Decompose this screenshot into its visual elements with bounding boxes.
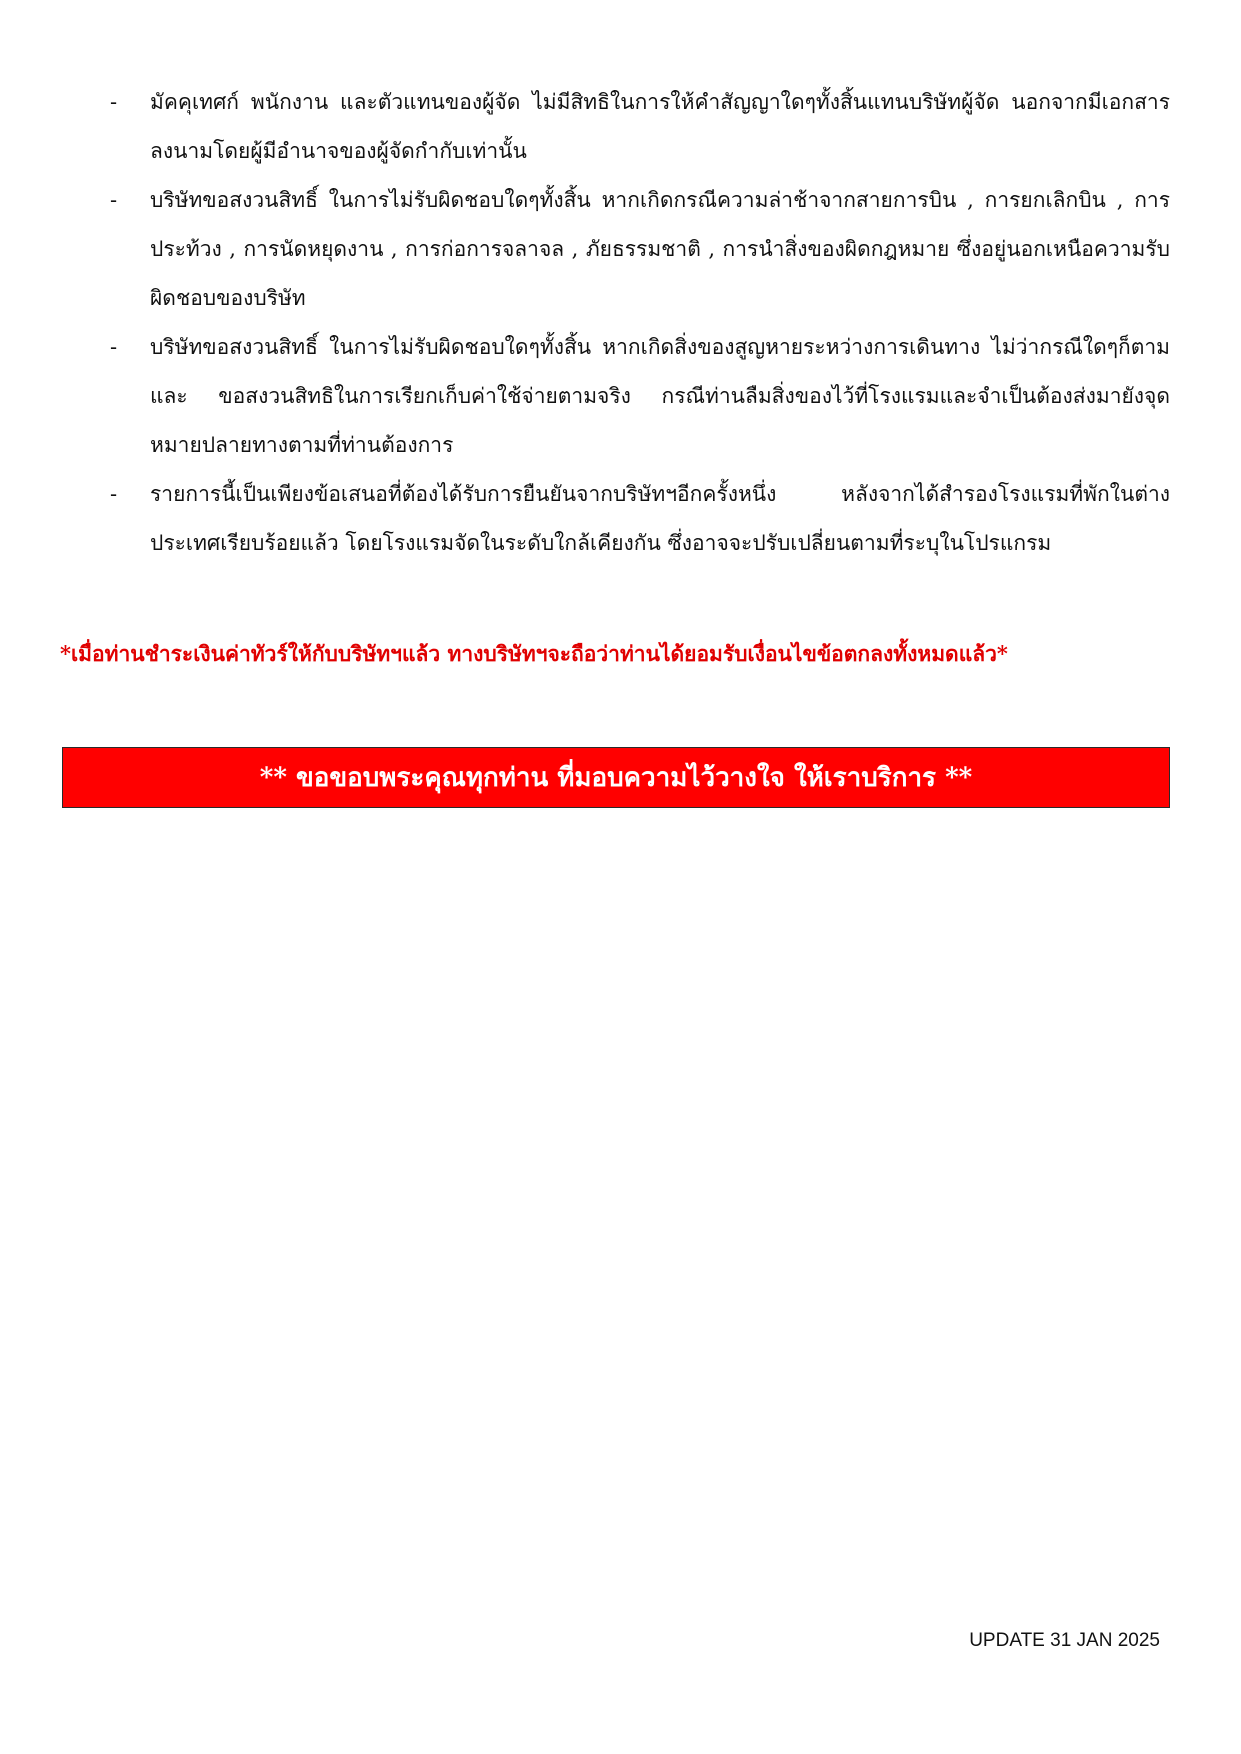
term-text: มัคคุเทศก์ พนักงาน และตัวแทนของผู้จัด ไม่มีสิทธิในการให้คำสัญญาใดๆทั้งสิ้นแทนบริษัทผู้จัด นอกจากมีเอกสารลงนามโดยผู้มีอำนาจของผู้จัดกำกับเท่านั้น xyxy=(150,90,1170,163)
thanks-banner xyxy=(62,747,1170,808)
update-date-stamp: UPDATE 31 JAN 2025 xyxy=(969,1630,1160,1651)
term-bullet: - xyxy=(110,335,118,359)
payment-acceptance-note: *เมื่อท่านชำระเงินค่าทัวร์ให้กับบริษัทฯแล้ว ทางบริษัทฯจะถือว่าท่านได้ยอมรับเงื่อนไขข้อตกลงทั้งหมดแล้ว* xyxy=(60,641,1008,666)
term-item xyxy=(110,176,1170,323)
thanks-banner-text: ** ขอขอบพระคุณทุกท่าน ที่มอบความไว้วางใจ ให้เราบริการ ** xyxy=(259,762,973,793)
terms-list xyxy=(110,78,1170,568)
term-item xyxy=(110,78,1170,176)
term-bullet: - xyxy=(110,482,118,506)
term-text: บริษัทขอสงวนสิทธิ์ ในการไม่รับผิดชอบใดๆทั้งสิ้น หากเกิดกรณีความล่าช้าจากสายการบิน , การยกเลิกบิน , การประท้วง , การนัดหยุดงาน , การก่อการจลาจล , ภัยธรรมชาติ , การนำสิ่งของผิดกฎหมาย ซึ่งอยู่นอกเหนือความรับผิดชอบของบริษัท xyxy=(150,188,1170,310)
term-text: รายการนี้เป็นเพียงข้อเสนอที่ต้องได้รับการยืนยันจากบริษัทฯอีกครั้งหนึ่ง หลังจากได้สำรองโรงแรมที่พักในต่างประเทศเรียบร้อยแล้ว โดยโรงแรมจัดในระดับใกล้เคียงกัน ซึ่งอาจจะปรับเปลี่ยนตามที่ระบุในโปรแกรม xyxy=(150,482,1170,555)
term-text: บริษัทขอสงวนสิทธิ์ ในการไม่รับผิดชอบใดๆทั้งสิ้น หากเกิดสิ่งของสูญหายระหว่างการเดินทาง ไม่ว่ากรณีใดๆก็ตาม และ ขอสงวนสิทธิในการเรียกเก็บค่าใช้จ่ายตามจริง กรณีท่านลืมสิ่งของไว้ที่โรงแรมและจำเป็นต้องส่งมายังจุดหมายปลายทางตามที่ท่านต้องการ xyxy=(150,335,1170,457)
term-bullet: - xyxy=(110,188,118,212)
term-item xyxy=(110,323,1170,470)
term-bullet: - xyxy=(110,90,118,114)
term-item xyxy=(110,470,1170,568)
